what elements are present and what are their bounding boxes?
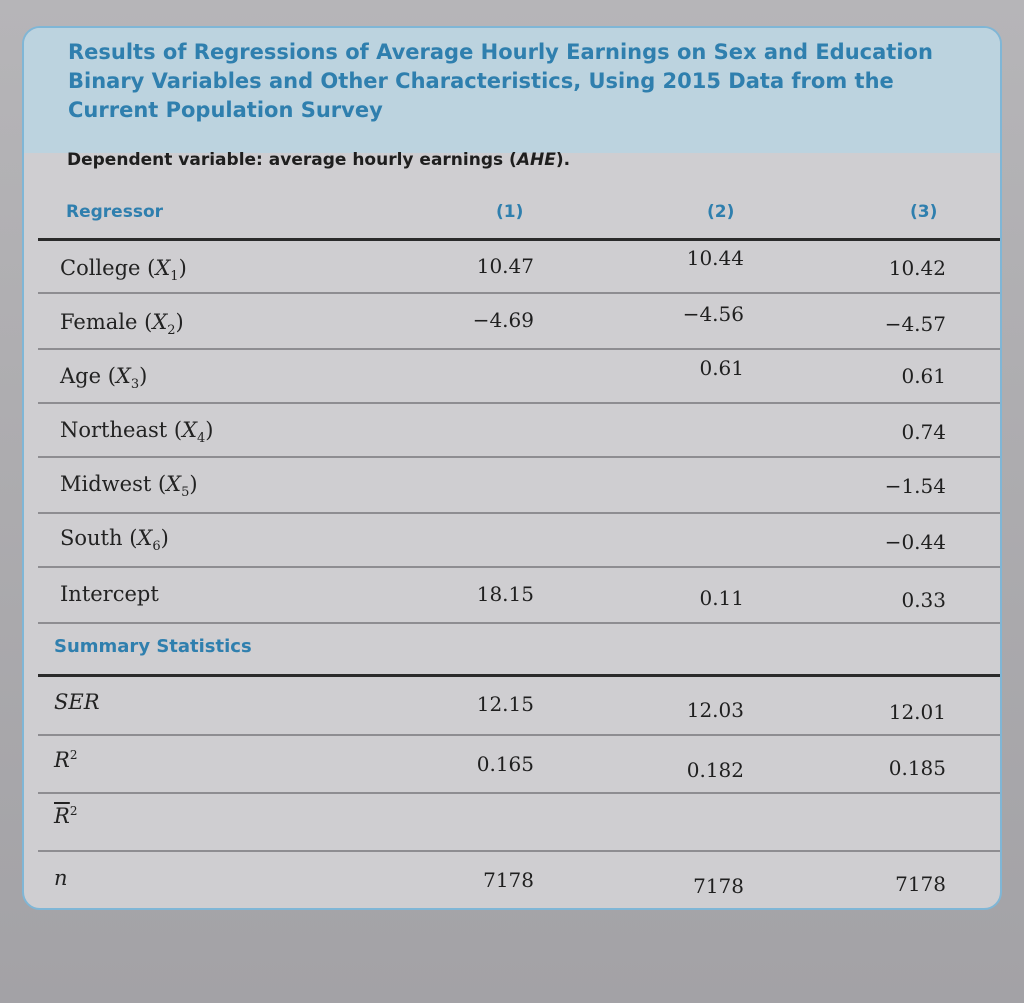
- regression-table-card: [22, 26, 1002, 910]
- row-label-college: College $(X_1)$: [60, 256, 187, 285]
- row-divider: [38, 734, 1000, 736]
- row-name: South: [60, 526, 123, 550]
- row-label-south: South $(X_6)$: [60, 526, 169, 555]
- cell-r2-3: 0.185: [888, 756, 946, 780]
- row-name: Female: [60, 310, 138, 334]
- header-rule: [38, 238, 1000, 241]
- row-name: College: [60, 256, 141, 280]
- r2-sup: 2: [69, 748, 78, 762]
- row-divider: [38, 622, 1000, 624]
- cell-midwest-3: −1.54: [884, 474, 946, 498]
- dependent-suffix: ).: [555, 150, 571, 170]
- row-divider: [38, 402, 1000, 404]
- stat-label-n: n: [54, 866, 68, 890]
- row-sub: 2: [167, 323, 176, 339]
- cell-age-2: 0.61: [699, 356, 744, 380]
- cell-intercept-1: 18.15: [476, 582, 534, 606]
- row-label-northeast: Northeast $(X_4)$: [60, 418, 214, 447]
- model-3-column-header: (3): [910, 202, 938, 222]
- row-var: X: [155, 256, 171, 280]
- dependent-prefix: Dependent variable: average hourly earnings (: [67, 150, 517, 170]
- row-var: X: [166, 472, 182, 496]
- cell-n-2: 7178: [693, 874, 744, 898]
- row-label-female: Female $(X_2)$: [60, 310, 184, 339]
- table-title: Results of Regressions of Average Hourly Earnings on Sex and Education Binary Variables and Other Characteristics, Using 2015 Data from the Current Population Survey: [68, 40, 933, 122]
- row-divider: [38, 566, 1000, 568]
- row-sub: 1: [170, 269, 179, 285]
- row-divider: [38, 456, 1000, 458]
- r2-letter: R: [54, 748, 70, 772]
- cell-ser-3: 12.01: [888, 700, 946, 724]
- model-2-column-header: (2): [707, 202, 735, 222]
- row-sub: 5: [181, 485, 190, 501]
- dependent-variable-note: [67, 150, 570, 170]
- cell-ser-1: 12.15: [476, 692, 534, 716]
- r2bar-letter: $\overline{R}$: [54, 804, 70, 828]
- cell-college-2: 10.44: [686, 246, 744, 270]
- dependent-var: AHE: [516, 150, 556, 170]
- cell-intercept-2: 0.11: [699, 586, 744, 610]
- cell-female-3: −4.57: [884, 312, 946, 336]
- row-sub: 6: [152, 539, 161, 555]
- row-var: X: [137, 526, 153, 550]
- cell-intercept-3: 0.33: [901, 588, 946, 612]
- cell-n-3: 7178: [895, 872, 946, 896]
- summary-rule: [38, 674, 1000, 677]
- cell-northeast-3: 0.74: [901, 420, 946, 444]
- regressor-column-header: Regressor: [66, 202, 164, 222]
- row-label-age: Age $(X_3)$: [60, 364, 148, 393]
- row-divider: [38, 348, 1000, 350]
- row-divider: [38, 292, 1000, 294]
- row-var: X: [182, 418, 198, 442]
- stat-label-r2: [54, 748, 77, 772]
- row-label-intercept: Intercept: [60, 582, 159, 606]
- r2bar-sup: 2: [69, 804, 78, 818]
- stat-label-ser: SER: [54, 690, 100, 714]
- cell-south-3: −0.44: [884, 530, 946, 554]
- row-name: Midwest: [60, 472, 152, 496]
- row-var: X: [152, 310, 168, 334]
- row-name: Age: [60, 364, 102, 388]
- row-name: Northeast: [60, 418, 168, 442]
- row-label-midwest: Midwest $(X_5)$: [60, 472, 198, 501]
- row-divider: [38, 850, 1000, 852]
- cell-r2-1: 0.165: [476, 752, 534, 776]
- row-divider: [38, 792, 1000, 794]
- cell-r2-2: 0.182: [686, 758, 744, 782]
- cell-ser-2: 12.03: [686, 698, 744, 722]
- cell-age-3: 0.61: [901, 364, 946, 388]
- stat-label-adjusted-r2: [54, 804, 77, 828]
- model-1-column-header: (1): [496, 202, 524, 222]
- cell-college-1: 10.47: [476, 254, 534, 278]
- cell-n-1: 7178: [483, 868, 534, 892]
- row-var: X: [115, 364, 131, 388]
- cell-college-3: 10.42: [888, 256, 946, 280]
- row-divider: [38, 512, 1000, 514]
- cell-female-2: −4.56: [682, 302, 744, 326]
- summary-statistics-heading: Summary Statistics: [54, 636, 252, 657]
- cell-female-1: −4.69: [472, 308, 534, 332]
- row-sub: 3: [130, 377, 140, 393]
- row-sub: 4: [197, 431, 206, 447]
